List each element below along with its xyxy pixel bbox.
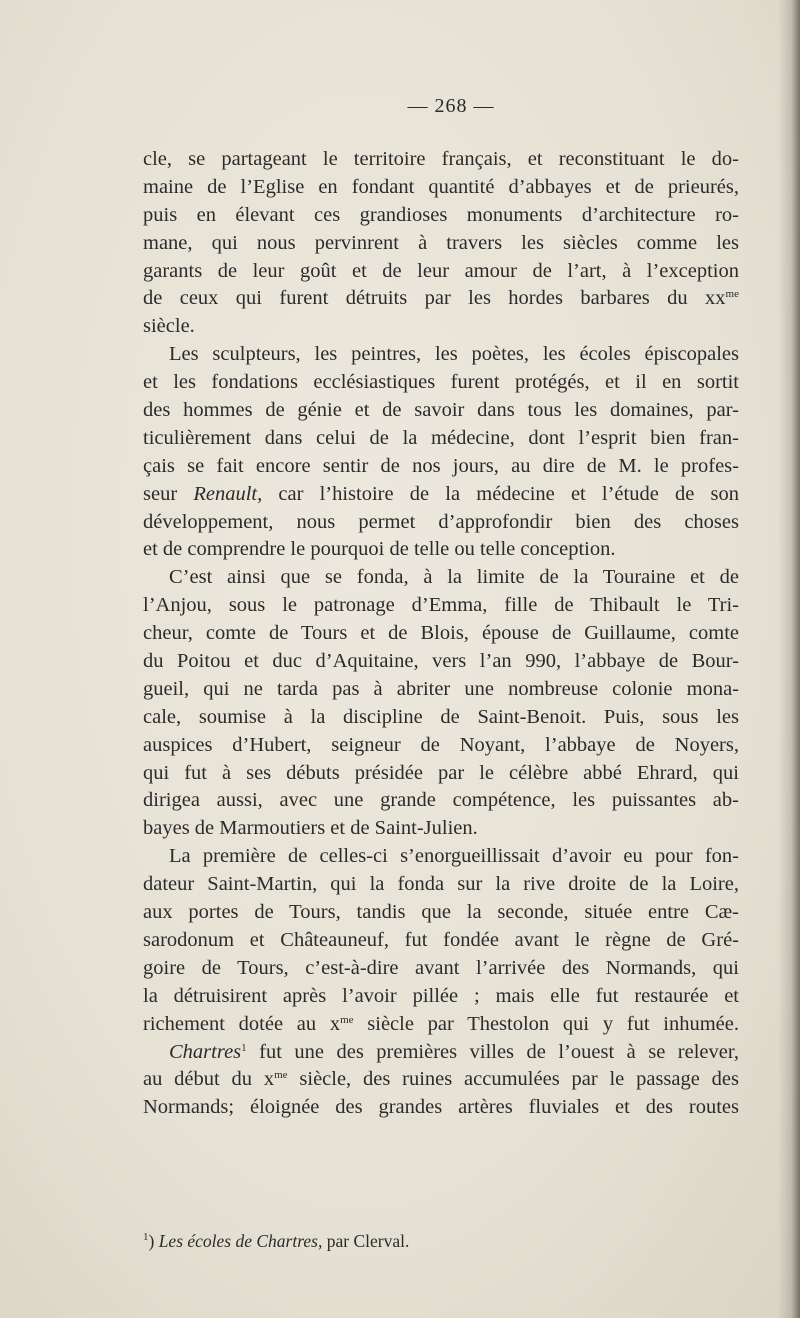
text-line: des hommes de génie et de savoir dans tous les domaines, par- (143, 399, 739, 422)
footnote-paren: ) (148, 1231, 155, 1251)
text-line: La première de celles-ci s’enorgueillissait d’avoir eu pour fon- (169, 845, 739, 868)
text-line: puis en élevant ces grandioses monuments d’architecture ro- (143, 203, 739, 226)
text-line: mane, qui nous pervinrent à travers les siècles comme les (143, 231, 739, 254)
text-line: Normands; éloignée des grandes artères fluviales et des routes (143, 1096, 739, 1119)
text-line: gueil, qui ne tarda pas à abriter une nombreuse colonie mona- (143, 677, 739, 700)
text-line: dateur Saint-Martin, qui la fonda sur la rive droite de la Loire, (143, 873, 739, 896)
text-span: siècle par Thestolon qui y fut inhumée. (367, 1012, 739, 1035)
text-line: ticulièrement dans celui de la médecine, dont l’esprit bien fran- (143, 426, 739, 449)
page-number: — 268 — (407, 95, 495, 117)
text-line: çais se fait encore sentir de nos jours, au dire de M. le profes- (143, 454, 739, 477)
text-line: qui fut à ses débuts présidée par le célèbre abbé Ehrard, qui (143, 761, 739, 784)
footnote-text: par Clerval. (326, 1231, 410, 1251)
author-name: Renault, (193, 482, 263, 505)
text-span: au début du x (143, 1068, 275, 1091)
text-line: auspices d’Hubert, seigneur de Noyant, l’abbaye de Noyers, (143, 733, 739, 756)
text-line: Les sculpteurs, les peintres, les poètes, les écoles épiscopales (169, 343, 739, 366)
text-line: C’est ainsi que se fonda, à la limite de la Touraine et de (169, 566, 739, 589)
text-line (143, 1039, 739, 1067)
text-line: et de comprendre le pourquoi de telle ou telle conception. (143, 538, 616, 561)
text-span: fut une des premières villes de l’ouest à se relever, (259, 1040, 740, 1063)
text-line (143, 1011, 739, 1039)
page-edge-shadow (778, 0, 800, 1318)
text-line: cale, soumise à la discipline de Saint-Benoit. Puis, sous les (143, 705, 739, 728)
text-line (143, 285, 739, 313)
superscript: me (725, 288, 739, 301)
text-span: richement dotée au x (143, 1012, 341, 1035)
footnote-marker: 1 (143, 1231, 149, 1243)
text-line: sarodonum et Châteauneuf, fut fondée avant le règne de Gré- (143, 928, 739, 951)
text-line: bayes de Marmoutiers et de Saint-Julien. (143, 817, 478, 840)
text-line: dirigea aussi, avec une grande compétence, les puissantes ab- (143, 789, 739, 812)
text-line: et les fondations ecclésiastiques furent protégés, et il en sortit (143, 371, 739, 394)
text-line: maine de l’Eglise en fondant quantité d’abbayes et de prieurés, (143, 175, 739, 198)
text-line: cheur, comte de Tours et de Blois, épouse de Guillaume, comte (143, 622, 739, 645)
text-span: seur (143, 482, 178, 505)
text-line (143, 481, 739, 509)
text-line: la détruisirent après l’avoir pillée ; mais elle fut restaurée et (143, 984, 739, 1007)
text-line: du Poitou et duc d’Aquitaine, vers l’an 990, l’abbaye de Bour- (143, 650, 739, 673)
superscript: me (274, 1069, 288, 1082)
body-text (143, 95, 739, 1122)
text-line: aux portes de Tours, tandis que la seconde, située entre Cæ- (143, 901, 739, 924)
text-line: développement, nous permet d’approfondir bien des choses (143, 510, 739, 533)
text-line: cle, se partageant le territoire français, et reconstituant le do- (143, 148, 739, 170)
text-span: siècle, des ruines accumulées par le passage des (299, 1068, 739, 1091)
footnote (143, 1231, 409, 1252)
footnote-title: Les écoles de Chartres, (158, 1231, 323, 1251)
text-line: l’Anjou, sous le patronage d’Emma, fille de Thibault le Tri- (143, 594, 739, 617)
footnote-ref: 1 (241, 1041, 247, 1054)
superscript: me (340, 1013, 354, 1026)
text-line: siècle. (143, 315, 195, 338)
place-name: Chartres (169, 1040, 242, 1063)
text-span: car l’histoire de la médecine et l’étude de son (278, 482, 739, 505)
text-line: garants de leur goût et de leur amour de l’art, à l’exception (143, 259, 739, 282)
text-span: de ceux qui furent détruits par les hordes barbares du xx (143, 287, 726, 310)
text-line (143, 1066, 739, 1094)
text-line: goire de Tours, c’est-à-dire avant l’arrivée des Normands, qui (143, 956, 739, 979)
